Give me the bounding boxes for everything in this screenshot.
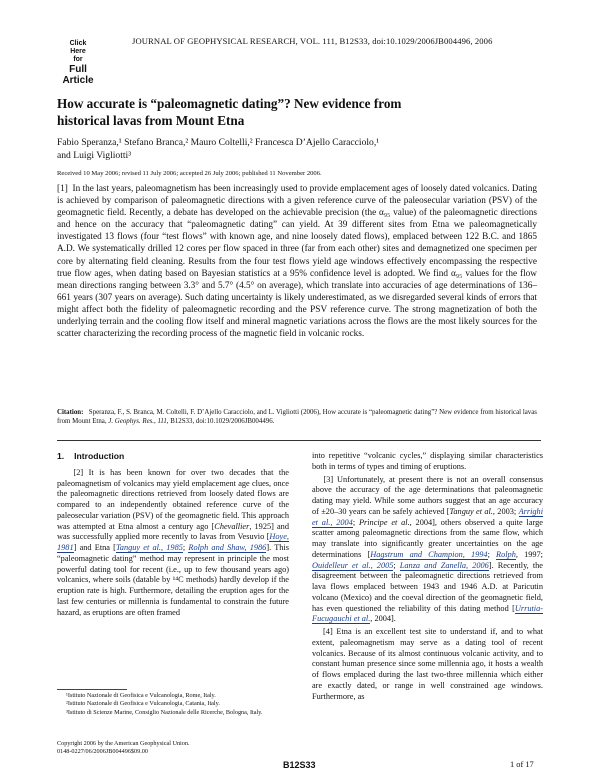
reference-link[interactable]: Rolph xyxy=(496,549,516,559)
left-column xyxy=(57,451,289,618)
badge-line: Click xyxy=(69,40,87,47)
body-text: Unfortunately, at present there is not an overall consensus above the accuracy of the age determinations that paleomagnetic dating may yield. While some authors suggest that an age accuracy of ±20–30 years can be safely achieved [ xyxy=(312,474,543,516)
reference-link[interactable]: Hoye, 1981 xyxy=(57,532,289,552)
body-text: Etna is an excellent test site to understand if, and to what extent, paleomagnetism may serve as a dating tool of recent volcanics. Because of its almost continuous volcanic activity, and to constant human presence since some millennia ago, it hosts a wealth of flows emplaced during the last two-three millennia which either are exactly dated, or range in well constrained age windows. Furthermore, as xyxy=(312,627,544,701)
badge-line: for xyxy=(73,56,83,63)
citation-text: , B12S33, doi:10.1029/2006JB004496. xyxy=(166,418,275,426)
reference-link[interactable]: Prìncipe et al. xyxy=(358,517,410,527)
copyright-block xyxy=(57,740,289,757)
abstract xyxy=(57,183,537,340)
reference-link[interactable]: Arrighi et al., 2004 xyxy=(312,506,543,527)
citation-journal: J. Geophys. Res. xyxy=(108,418,155,426)
body-text: , 2003; xyxy=(492,506,519,516)
section-title: Introduction xyxy=(74,451,125,461)
citation-text: Speranza, F., S. Branca, M. Coltelli, F. D’Ajello Caracciolo, and L. Vigliotti (2006), How accurate is “paleomagnetic dating”? New evidence from historical lavas from Mount Etna, xyxy=(57,409,537,426)
full-article-badge[interactable] xyxy=(58,40,98,86)
body-text: ; xyxy=(352,517,359,527)
abstract-text: In the last years, paleomagnetism has been increasingly used to provide emplacement ages of loosely dated volcanics. Dating is achieved by comparison of paleomagnetic directions with a given reference curve of the paleosecular variation (PSV) of the geomagnetic field. Recently, a debate has developed on the achievable precision (the α₉₅ value) of the paleomagnetic directions and hence on the accuracy that “paleomagnetic dating” can yield. At 39 different sites from Etna we paleomagnetically investigated 13 flows (four “test flows” with known age, and nine loosely dated flows), emplaced between 122 B.C. and 1865 A.D. We systematically drilled 12 cores per flow spaced in three (far from each other) sites and demagnetized one specimen per core by alternating field cleaning. Results from the four test flows yield age windows effectively encompassing the respective true flow ages, when dating based on Bayesian statistics at a 95% confidence level is adopted. We find α₉₅ values for the flow mean directions ranging between 3.3° and 5.7° (4.5° on average), which translate into accuracies of age determinations of 136–661 years (307 years on average). Such dating uncertainty is likely underestimated, as we disregarded several kinds of errors that might affect both the fidelity of paleomagnetic recording and the PSV reference curve. The strong magnetization of both the underlying terrain and the cooling flow itself and mineral magnetic variations across the flows are the most likely sources for the scatter characterizing the recording process of the magnetic field in volcanic rocks. xyxy=(57,184,538,340)
journal-header: JOURNAL OF GEOPHYSICAL RESEARCH, VOL. 111, B12S33, doi:10.1029/2006JB004496, 2006 xyxy=(132,36,493,46)
right-column xyxy=(312,451,543,702)
reference-link[interactable]: Lanza and Zanella, 2006 xyxy=(399,560,489,570)
footnotes xyxy=(57,692,289,717)
citation-volume: 111 xyxy=(157,418,167,426)
copyright-line: Copyright 2006 by the American Geophysical Union. xyxy=(57,740,190,747)
section-heading xyxy=(57,451,289,462)
badge-line: Article xyxy=(62,75,94,86)
body-text: , 1997; xyxy=(515,549,543,559)
body-text: ]. Recently, the disagreement between the paleomagnetic directions retrieved from lava flows emplaced between 1943 and 1946 A.D. at Paricutin volcano (Mexico) and the coeval direction of the geomagnetic field, has even questioned the reliability of this dating method [ xyxy=(312,560,543,613)
body-text: ; xyxy=(393,560,400,570)
author-line: Fabio Speranza,¹ Stefano Branca,² Mauro Coltelli,² Francesca D’Ajello Caracciolo,¹ xyxy=(57,137,380,148)
paragraph-marker: [2] xyxy=(73,467,84,477)
footnote: ²Istituto Nazionale di Geofisica e Vulcanologia, Catania, Italy. xyxy=(66,700,220,708)
citation-sep: , xyxy=(154,418,158,426)
section-number: 1. xyxy=(57,451,65,461)
article-title xyxy=(57,96,537,129)
footnote: ³Istituto di Scienze Marine, Consiglio Nazionale delle Ricerche, Bologna, Italy. xyxy=(66,708,263,716)
page-identifier: B12S33 xyxy=(283,760,316,770)
body-text: ; xyxy=(487,549,497,559)
author-list xyxy=(57,136,537,162)
body-text: , 2004]. xyxy=(370,614,396,624)
paragraph-3 xyxy=(312,475,543,626)
reference-link[interactable]: Chevallier xyxy=(214,521,250,531)
title-line: How accurate is “paleomagnetic dating”? New evidence from xyxy=(57,96,402,111)
paragraph-2-continued: into repetitive “volcanic cycles,” displaying similar characteristics both in terms of types and timing of eruptions. xyxy=(312,451,543,471)
reference-link[interactable]: Tanguy et al. xyxy=(449,506,493,516)
paragraph-marker: [4] xyxy=(323,627,333,636)
paragraph-marker: [1] xyxy=(57,184,68,194)
received-dates: Received 10 May 2006; revised 11 July 2006; accepted 26 July 2006; published 11 November 2006. xyxy=(57,170,322,177)
footnote-rule xyxy=(57,689,127,690)
page-number: 1 of 17 xyxy=(510,760,534,769)
body-text: It is has been known for over two decades that the paleomagnetism of volcanics may yield emplacement age clues, once the paleomagnetic directions retrieved from loosely dated flows are compared to an independently obtained reference curve of the paleosecular variation (PSV) of the geomagnetic field. This approach was attempted at Etna almost a century ago [ xyxy=(57,467,289,531)
reference-link[interactable]: Ouidelleur et al., 2005 xyxy=(312,560,394,570)
badge-line: Here xyxy=(70,48,86,55)
reference-link[interactable]: Rolph and Shaw, 1986 xyxy=(188,543,267,552)
body-text: , 1925] and was successfully applied more recently to lavas from Vesuvio [ xyxy=(57,521,289,542)
paragraph-marker: [3] xyxy=(323,474,334,484)
body-text: ; xyxy=(182,543,189,552)
footnote: ¹Istituto Nazionale di Geofisica e Vulcanologia, Rome, Italy. xyxy=(66,692,216,699)
body-text: ]. This “paleomagnetic dating” method may represent in principle the most powerful dating tool for recent (i.e., up to few thousand years ago) volcanics, where soils (datable by ¹⁴C methods) hardly develop if the eruption rate is high. Furthermore, detailing the eruption ages for the last few centuries or millennia is fundamental to constrain the future hazard, as eruptions are often framed xyxy=(57,543,289,617)
author-line: and Luigi Vigliotti³ xyxy=(57,150,132,161)
paragraph-2 xyxy=(57,468,289,619)
section-divider xyxy=(57,440,541,441)
reference-link[interactable]: Hagstrum and Champion, 1994 xyxy=(370,549,488,559)
reference-link[interactable]: Urrutia-Fucugauchi et al. xyxy=(312,603,543,624)
reference-link[interactable]: Tanguy et al., 1985 xyxy=(115,543,183,552)
issn-line: 0148-0227/06/2006JB004496$09.00 xyxy=(57,748,148,756)
citation-label: Citation: xyxy=(57,409,84,416)
paragraph-4 xyxy=(312,627,543,702)
citation-block xyxy=(57,408,537,427)
title-line: historical lavas from Mount Etna xyxy=(57,112,245,128)
badge-line: Full xyxy=(69,64,87,75)
body-text: , 2004], others observed a quite large scatter among paleomagnetic directions from the same flow, which may translate into significantly greater uncertainties on the age determinations [ xyxy=(312,517,543,559)
body-text: ] and Etna [ xyxy=(73,543,116,552)
